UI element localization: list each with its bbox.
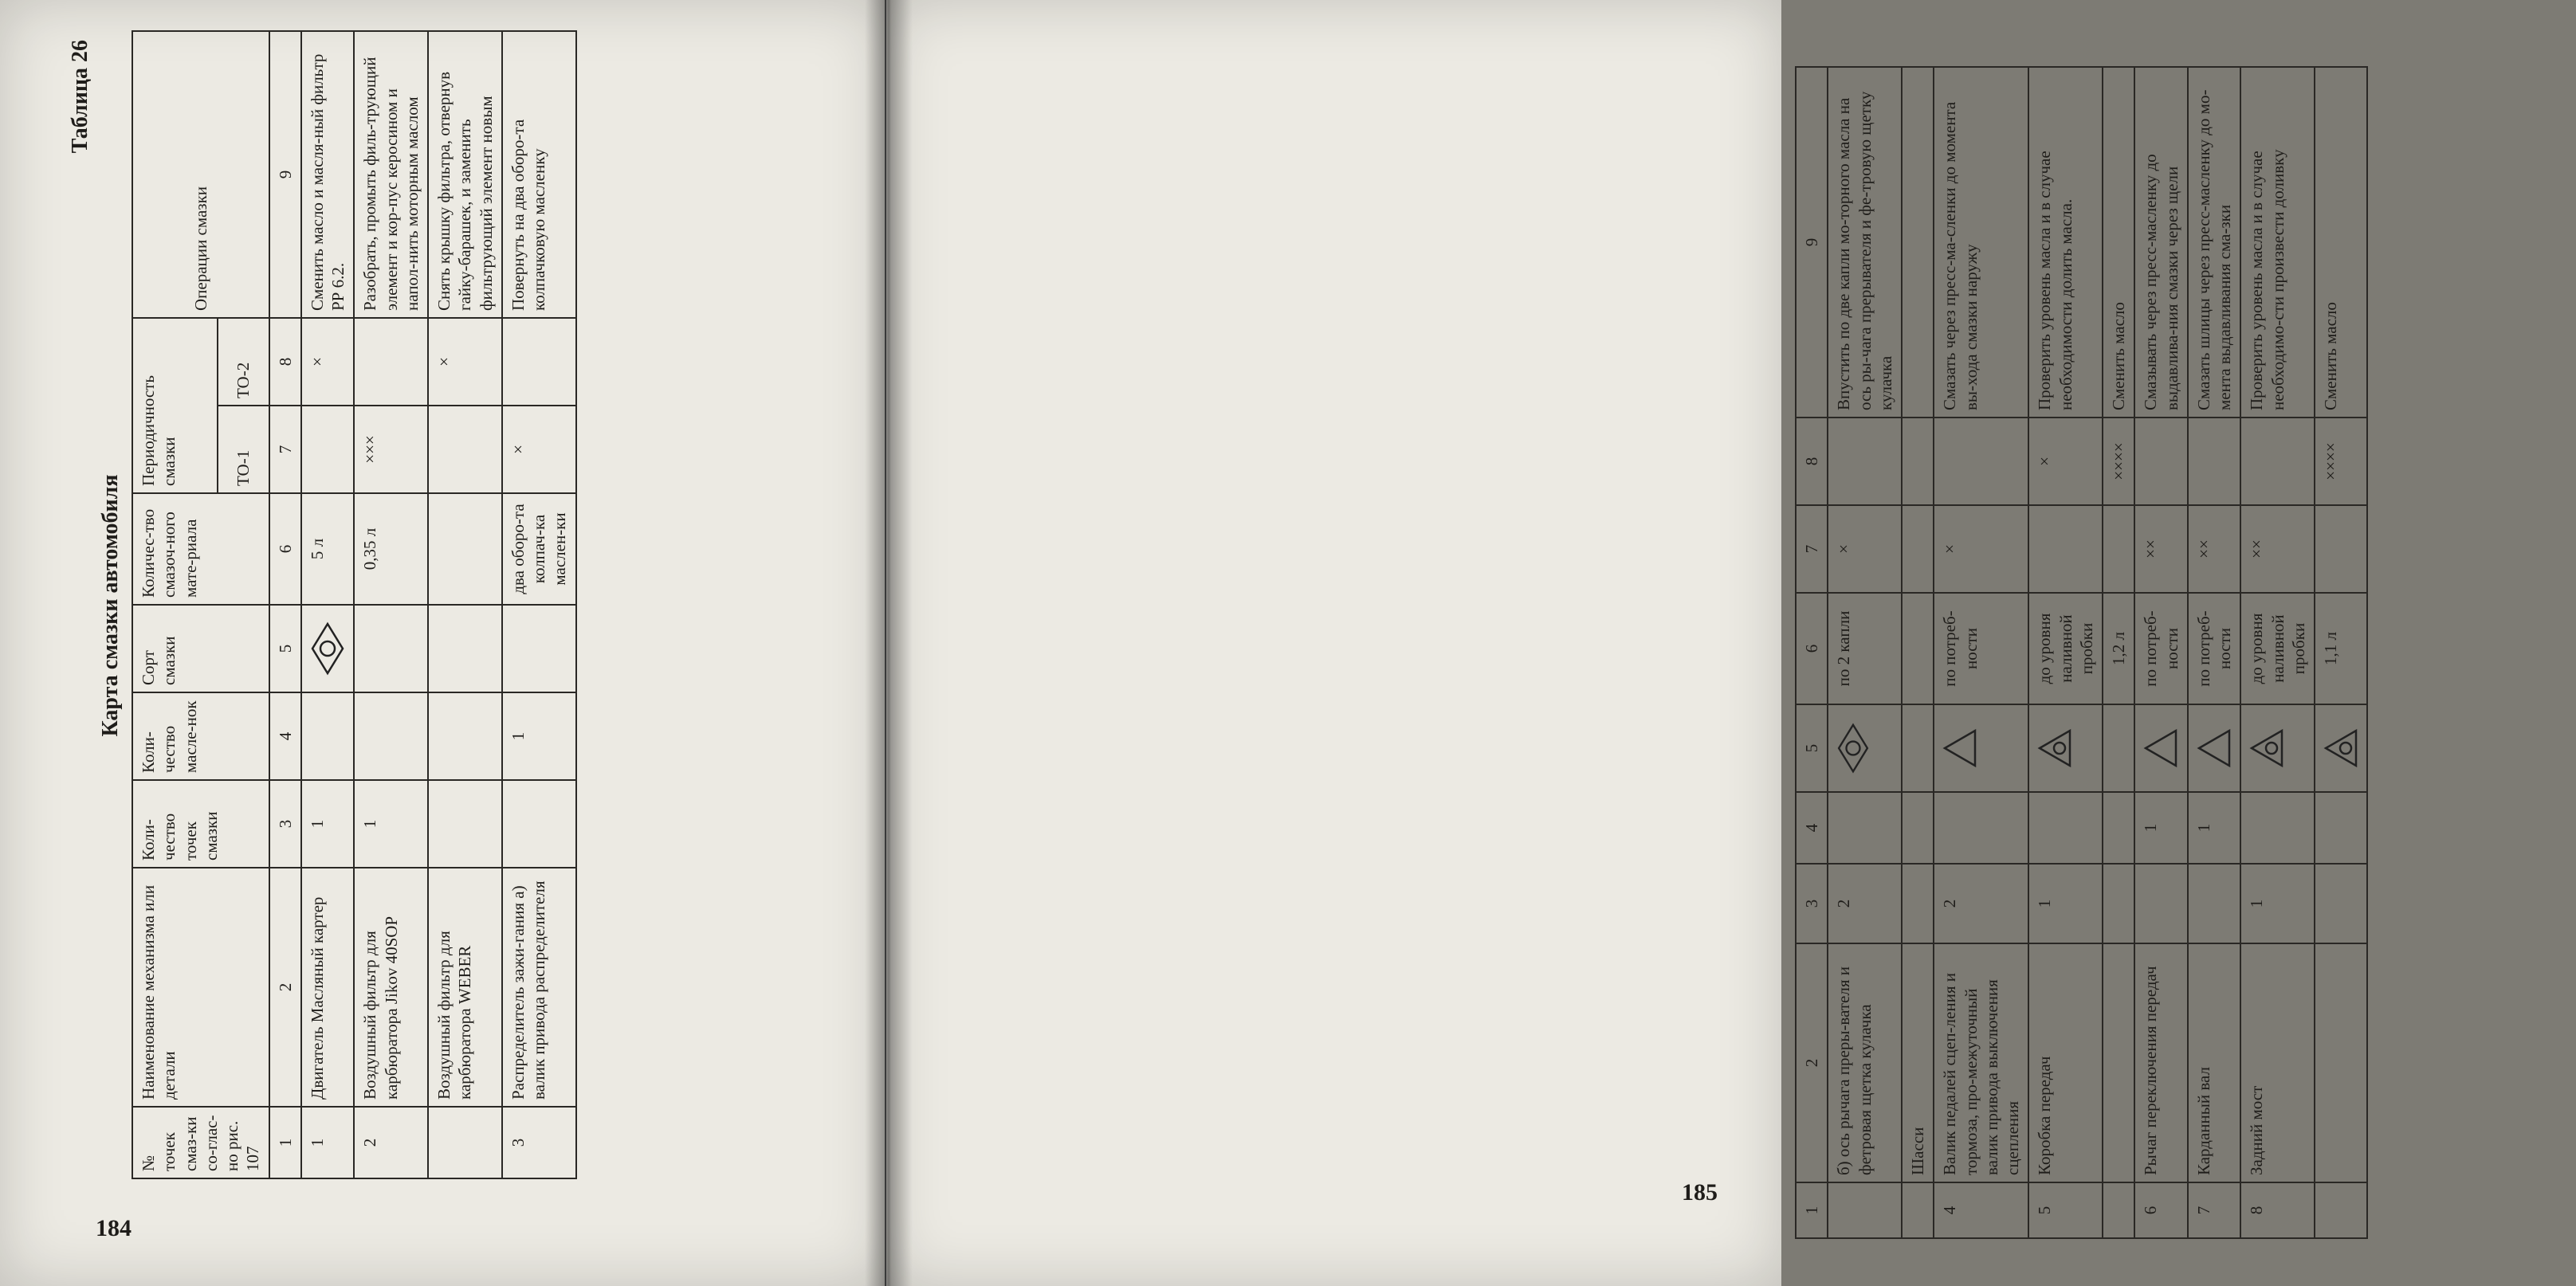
row-oilers: 1 bbox=[2188, 792, 2241, 864]
row-to1 bbox=[2103, 505, 2134, 593]
left-page bbox=[0, 0, 886, 1286]
row-qty: 1,2 л bbox=[2103, 593, 2134, 704]
row-to1: × bbox=[1828, 505, 1902, 593]
table-row bbox=[2315, 67, 2367, 1238]
row-oilers bbox=[428, 692, 502, 780]
row-operation: Впустить по две капли мо-торного масла на ось ры-чага прерывателя и фе-тровую щетку кулачка bbox=[1828, 67, 1902, 418]
row-oilers bbox=[354, 692, 428, 780]
row-qty: по потреб-ности bbox=[2134, 593, 2188, 704]
grade-triangle-circle-icon bbox=[2240, 704, 2315, 792]
grade-diamond-icon bbox=[301, 605, 355, 692]
row-oilers bbox=[301, 692, 355, 780]
table-row bbox=[2240, 67, 2315, 1238]
col-number: 5 bbox=[1796, 704, 1828, 792]
row-num: 5 bbox=[2028, 1182, 2103, 1238]
row-to1 bbox=[428, 406, 502, 493]
row-to1: ×× bbox=[2240, 505, 2315, 593]
row-to2: ×××× bbox=[2315, 418, 2367, 505]
row-name: Валик педалей сцеп-ления и тормоза, про-межуточный валик привода выключения сцепления bbox=[1934, 943, 2028, 1182]
row-name: Рычаг переключения передач bbox=[2134, 943, 2188, 1182]
row-to1: × bbox=[502, 406, 576, 493]
page-number-right: 185 bbox=[1682, 1179, 1718, 1206]
row-operation: Повернуть на два оборо-та колпачковую масленку bbox=[502, 31, 576, 318]
row-qty: до уровня наливной пробки bbox=[2028, 593, 2103, 704]
row-operation: Сменить масло bbox=[2103, 67, 2134, 418]
header-col2: Наименование механизма или детали bbox=[132, 868, 269, 1107]
row-points bbox=[428, 780, 502, 868]
row-to1 bbox=[2315, 505, 2367, 593]
row-num: 7 bbox=[2188, 1182, 2241, 1238]
row-qty: до уровня наливной пробки bbox=[2240, 593, 2315, 704]
column-number-row bbox=[269, 31, 301, 1178]
table-row bbox=[2028, 67, 2103, 1238]
header-col8: ТО-2 bbox=[218, 318, 269, 406]
row-to2: × bbox=[301, 318, 355, 406]
row-grade bbox=[354, 605, 428, 692]
row-oilers bbox=[1934, 792, 2028, 864]
row-grade bbox=[2103, 704, 2134, 792]
table-row bbox=[1934, 67, 2028, 1238]
col-number: 1 bbox=[1796, 1182, 1828, 1238]
col-number: 6 bbox=[269, 493, 301, 605]
row-name: Воздушный фильтр для карбюратора WEBER bbox=[428, 868, 502, 1107]
row-oilers bbox=[2028, 792, 2103, 864]
row-to2: × bbox=[428, 318, 502, 406]
col-number: 9 bbox=[1796, 67, 1828, 418]
grade-triangle-icon bbox=[1934, 704, 2028, 792]
row-qty bbox=[1902, 593, 1934, 704]
row-to2 bbox=[2134, 418, 2188, 505]
row-name: Коробка передач bbox=[2028, 943, 2103, 1182]
row-points: 1 bbox=[2240, 864, 2315, 943]
row-qty: 0,35 л bbox=[354, 493, 428, 605]
lubrication-table-right bbox=[1795, 66, 2368, 1239]
row-to1: ×× bbox=[2134, 505, 2188, 593]
row-qty bbox=[428, 493, 502, 605]
row-num: 8 bbox=[2240, 1182, 2315, 1238]
row-name: Распределитель зажи-гания а) валик привода распределителя bbox=[502, 868, 576, 1107]
grade-triangle-icon bbox=[2188, 704, 2241, 792]
row-operation: Смазать через пресс-ма-сленки до момента вы-хода смазки наружу bbox=[1934, 67, 2028, 418]
row-num: 4 bbox=[1934, 1182, 2028, 1238]
row-oilers bbox=[1828, 792, 1902, 864]
row-num: 1 bbox=[301, 1107, 355, 1178]
row-grade bbox=[428, 605, 502, 692]
col-number: 2 bbox=[1796, 943, 1828, 1182]
row-to2 bbox=[354, 318, 428, 406]
col-number: 1 bbox=[269, 1107, 301, 1178]
grade-triangle-circle-icon bbox=[2028, 704, 2103, 792]
col-number: 4 bbox=[269, 692, 301, 780]
row-num bbox=[2103, 1182, 2134, 1238]
row-oilers bbox=[2103, 792, 2134, 864]
col-number: 5 bbox=[269, 605, 301, 692]
row-name bbox=[2103, 943, 2134, 1182]
header-col5: Сорт смазки bbox=[132, 605, 269, 692]
row-num: 3 bbox=[502, 1107, 576, 1178]
col-number: 3 bbox=[1796, 864, 1828, 943]
row-name: Задний мост bbox=[2240, 943, 2315, 1182]
row-operation: Проверить уровень масла и в случае необходимо-сти произвести доливку bbox=[2240, 67, 2315, 418]
right-page-content bbox=[1795, 68, 2576, 1239]
row-to1 bbox=[1902, 505, 1934, 593]
row-name: б) ось рычага преры-вателя и фетровая щетка кулачка bbox=[1828, 943, 1902, 1182]
row-points: 2 bbox=[1934, 864, 2028, 943]
header-periodicity: Периодичность смазки bbox=[132, 318, 218, 493]
row-points bbox=[2315, 864, 2367, 943]
row-oilers: 1 bbox=[502, 692, 576, 780]
row-qty: два оборо-та колпач-ка маслен-ки bbox=[502, 493, 576, 605]
row-num bbox=[2315, 1182, 2367, 1238]
row-to1: ××× bbox=[354, 406, 428, 493]
row-num: 2 bbox=[354, 1107, 428, 1178]
table-row bbox=[2188, 67, 2241, 1238]
row-to1 bbox=[301, 406, 355, 493]
header-col1: № точек смаз-ки со-глас-но рис. 107 bbox=[132, 1107, 269, 1178]
grade-triangle-icon bbox=[2134, 704, 2188, 792]
table-row bbox=[502, 31, 576, 1178]
section-title: Шасси bbox=[1902, 943, 1934, 1182]
row-points: 1 bbox=[354, 780, 428, 868]
row-oilers: 1 bbox=[2134, 792, 2188, 864]
row-points bbox=[2103, 864, 2134, 943]
row-num bbox=[1902, 1182, 1934, 1238]
row-to2 bbox=[2188, 418, 2241, 505]
table-row bbox=[301, 31, 355, 1178]
row-name: Карданный вал bbox=[2188, 943, 2241, 1182]
row-to2 bbox=[1934, 418, 2028, 505]
header-col4: Коли-чество масле-нок bbox=[132, 692, 269, 780]
row-name: Двигатель Масляный картер bbox=[301, 868, 355, 1107]
row-to2 bbox=[502, 318, 576, 406]
row-qty: по потреб-ности bbox=[2188, 593, 2241, 704]
row-oilers bbox=[2315, 792, 2367, 864]
row-qty: по 2 капли bbox=[1828, 593, 1902, 704]
row-operation: Разобрать, промыть филь-трующий элемент и кор-пус керосином и напол-нить моторным маслом bbox=[354, 31, 428, 318]
row-name bbox=[2315, 943, 2367, 1182]
row-to1: ×× bbox=[2188, 505, 2241, 593]
header-col9: Операции смазки bbox=[132, 31, 269, 318]
grade-diamond-icon bbox=[1828, 704, 1902, 792]
row-points: 1 bbox=[301, 780, 355, 868]
row-to2: × bbox=[2028, 418, 2103, 505]
header-col7: ТО-1 bbox=[218, 406, 269, 493]
right-page bbox=[886, 0, 2340, 1286]
lubrication-table-left bbox=[132, 30, 577, 1179]
row-operation bbox=[1902, 67, 1934, 418]
col-number: 8 bbox=[1796, 418, 1828, 505]
page-number-left: 184 bbox=[96, 1215, 132, 1241]
row-num: 6 bbox=[2134, 1182, 2188, 1238]
row-qty: 5 л bbox=[301, 493, 355, 605]
row-operation: Смазывать через пресс-масленку до выдавлива-ния смазки через щели bbox=[2134, 67, 2188, 418]
grade-triangle-circle-icon bbox=[2315, 704, 2367, 792]
row-oilers bbox=[1902, 792, 1934, 864]
row-points: 1 bbox=[2028, 864, 2103, 943]
col-number: 6 bbox=[1796, 593, 1828, 704]
row-to1: × bbox=[1934, 505, 2028, 593]
row-qty: 1,1 л bbox=[2315, 593, 2367, 704]
column-number-row bbox=[1796, 67, 1828, 1238]
row-to2: ×××× bbox=[2103, 418, 2134, 505]
row-points bbox=[502, 780, 576, 868]
row-qty: по потреб-ности bbox=[1934, 593, 2028, 704]
table-row bbox=[2103, 67, 2134, 1238]
col-number: 4 bbox=[1796, 792, 1828, 864]
row-operation: Сменить масло bbox=[2315, 67, 2367, 418]
row-to2 bbox=[1828, 418, 1902, 505]
row-grade bbox=[1902, 704, 1934, 792]
row-points bbox=[1902, 864, 1934, 943]
table-title: Карта смазки автомобиля bbox=[98, 474, 123, 737]
left-page-content bbox=[68, 32, 817, 1179]
row-operation: Снять крышку фильтра, отвернув гайку-барашек, и заменить фильтрующий элемент новым bbox=[428, 31, 502, 318]
row-oilers bbox=[2240, 792, 2315, 864]
col-number: 8 bbox=[269, 318, 301, 406]
col-number: 7 bbox=[1796, 505, 1828, 593]
col-number: 3 bbox=[269, 780, 301, 868]
col-number: 9 bbox=[269, 31, 301, 318]
row-operation: Сменить масло и масля-ный фильтр РР 6.2. bbox=[301, 31, 355, 318]
row-points bbox=[2188, 864, 2241, 943]
table-row bbox=[1828, 67, 1902, 1238]
row-points bbox=[2134, 864, 2188, 943]
row-to2 bbox=[2240, 418, 2315, 505]
row-num bbox=[1828, 1182, 1902, 1238]
row-to1 bbox=[2028, 505, 2103, 593]
table-row bbox=[354, 31, 428, 1178]
header-col3: Коли-чество точек смазки bbox=[132, 780, 269, 868]
col-number: 7 bbox=[269, 406, 301, 493]
row-operation: Проверить уровень масла и в случае необходимости долить масла. bbox=[2028, 67, 2103, 418]
row-grade bbox=[502, 605, 576, 692]
table-row bbox=[428, 31, 502, 1178]
header-row bbox=[132, 31, 218, 1178]
row-num bbox=[428, 1107, 502, 1178]
row-operation: Смазать шлицы через пресс-масленку до мо-мента выдавливания сма-зки bbox=[2188, 67, 2241, 418]
header-col6: Количес-тво смазоч-ного мате-риала bbox=[132, 493, 269, 605]
table-row bbox=[1902, 67, 1934, 1238]
table-row bbox=[2134, 67, 2188, 1238]
row-name: Воздушный фильтр для карбюратора Jikov 40SOP bbox=[354, 868, 428, 1107]
table-label: Таблица 26 bbox=[68, 40, 92, 154]
row-points: 2 bbox=[1828, 864, 1902, 943]
row-to2 bbox=[1902, 418, 1934, 505]
col-number: 2 bbox=[269, 868, 301, 1107]
